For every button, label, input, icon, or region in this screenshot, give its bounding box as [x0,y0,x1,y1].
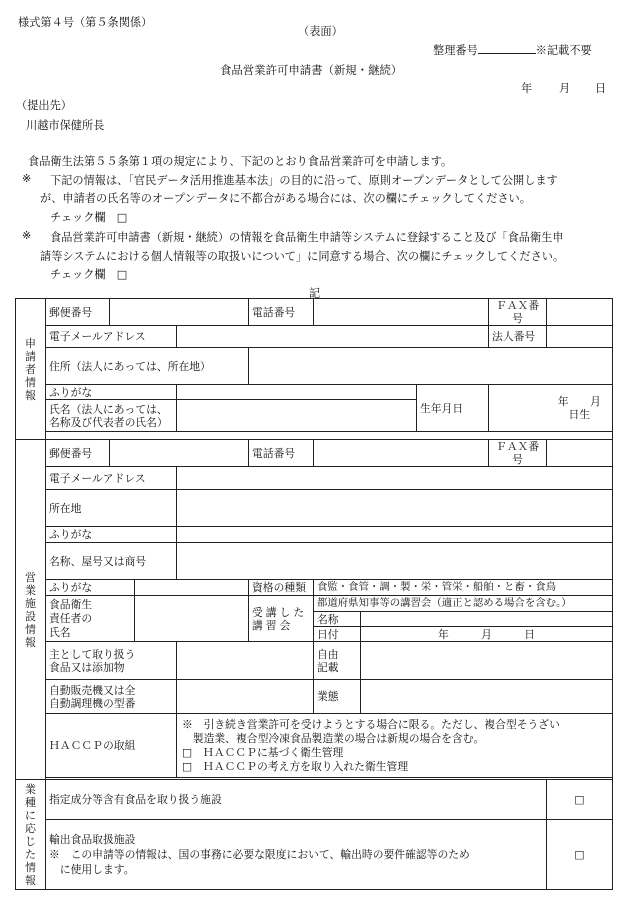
manager-name-label: 食品衛生 責任者の 氏名 [46,596,135,642]
export-note: ※ この申請等の情報は、国の事務に必要な限度において、輸出時の要件確認等のため に使用します。 [49,848,470,876]
applicant-birth-pad [489,385,547,432]
course-date-label: 日付 [314,627,361,642]
ki-label: 記 [309,287,321,300]
free-entry-field[interactable] [361,642,613,680]
applicant-postal-field[interactable] [110,299,249,326]
haccp-options [177,714,613,778]
applicant-section-label [16,299,46,440]
vertical-section-text: 申請者情報 [25,336,36,402]
applicant-address-field[interactable] [249,348,613,385]
export-cell [46,820,547,890]
applicant-fax-field[interactable] [547,299,613,326]
applicant-furigana-label: ふりがな [46,385,177,400]
free-entry-label: 自由 記載 [314,642,361,680]
facility-postal-field[interactable] [110,440,249,467]
course-org: 都道府県知事等の講習会（適正と認める場合を含む。） [314,596,613,612]
date-year: 年 [521,82,533,95]
vertical-section-text: 業種に応じた情報 [25,782,36,887]
applicant-birth-field[interactable]: 年 月 日生 [547,385,613,432]
recipient-name: 川越市保健所長 [26,119,105,132]
applicant-furigana-field[interactable] [177,385,417,400]
applicant-address-label: 住所（法人にあっては、所在地） [46,348,249,385]
facility-furigana-field[interactable] [177,527,613,543]
note1-line2: が、申請者の氏名等のオープンデータに不都合がある場合には、次の欄にチェックしてください。 [40,192,531,205]
qualification-options[interactable]: 食監・食管・調・製・栄・管栄・船舶・と畜・食鳥 [314,580,613,596]
applicant-corpno-field[interactable] [547,326,613,348]
page-title: 食品営業許可申請書（新規・継続） [220,63,403,77]
applicant-corpno-label: 法人番号 [489,326,547,348]
facility-name-label: 名称、屋号又は商号 [46,543,177,580]
ref-blank [478,42,536,54]
course-name-label: 名称 [314,612,361,627]
facility-name-field[interactable] [177,543,613,580]
course-label: 受講した 講習会 [249,596,314,642]
haccp-option-1[interactable]: □ ＨＡＣＣＰに基づく衛生管理 [182,745,344,759]
applicant-email-label: 電子メールアドレス [46,326,177,348]
facility-email-label: 電子メールアドレス [46,467,177,490]
applicant-name-label: 氏名（法人にあっては、 名称及び代表者の氏名） [46,400,177,432]
facility-fax-label: ＦＡＸ番号 [489,440,547,467]
check2-field[interactable]: チェック欄 □ [50,268,128,281]
vertical-section-text: 営業施設情報 [25,570,36,649]
facility-email-field[interactable] [177,467,613,490]
vending-label: 自動販売機又は全 自動調理機の型番 [46,680,177,714]
facility-section-label [16,440,46,780]
course-name-field[interactable] [361,612,613,627]
export-checkbox[interactable]: □ [547,820,613,890]
check1-field[interactable]: チェック欄 □ [50,211,128,224]
manager-name-field[interactable] [135,596,249,642]
facility-phone-label: 電話番号 [249,440,314,467]
ref-note: ※記載不要 [535,44,592,57]
food-label: 主として取り扱う 食品又は添加物 [46,642,177,680]
food-field[interactable] [177,642,314,680]
applicant-name-field[interactable] [177,400,417,432]
note2-mark: ※ [22,229,32,242]
recipient-label: （提出先） [16,99,72,112]
date-day: 日 [595,82,607,95]
business-type-field[interactable] [361,680,613,714]
haccp-label: ＨＡＣＣＰの取組 [46,714,177,778]
applicant-phone-field[interactable] [314,299,489,326]
note2-line2: 請等システムにおける個人情報等の取扱いについて」に同意する場合、次の欄にチェックしてください。 [40,250,565,263]
date-month: 月 [559,82,571,95]
qualification-type-label: 資格の種類 [249,580,314,596]
applicant-birth-label: 生年月日 [417,385,489,432]
note1-mark: ※ [22,172,32,185]
facility-furigana-label: ふりがな [46,527,177,543]
applicant-phone-label: 電話番号 [249,299,314,326]
manager-furigana-label: ふりがな [46,580,135,596]
facility-location-label: 所在地 [46,490,177,527]
facility-phone-field[interactable] [314,440,489,467]
export-label: 輸出食品取扱施設 [49,833,136,846]
application-form-table [15,298,623,890]
applicant-email-field[interactable] [177,326,489,348]
designated-label: 指定成分等含有食品を取り扱う施設 [46,780,547,820]
ref-label: 整理番号 [433,44,478,57]
applicant-spacer [46,432,613,440]
industry-section-label [16,780,46,890]
business-type-label: 業態 [314,680,361,714]
haccp-option-2[interactable]: □ ＨＡＣＣＰの考え方を取り入れた衛生管理 [182,759,409,773]
form-number: 様式第４号（第５条関係） [18,16,153,29]
applicant-fax-label: ＦＡＸ番号 [489,299,547,326]
applicant-postal-label: 郵便番号 [46,299,110,326]
facility-postal-label: 郵便番号 [46,440,110,467]
side-label: （表面） [298,25,343,38]
designated-checkbox[interactable]: □ [547,780,613,820]
intro-statement: 食品衛生法第５５条第１項の規定により、下記のとおり食品営業許可を申請します。 [28,155,453,168]
course-date-field[interactable]: 年 月 日 [361,627,613,642]
facility-fax-field[interactable] [547,440,613,467]
facility-location-field[interactable] [177,490,613,527]
haccp-note: ※ 引き続き営業許可を受けようとする場合に限る。ただし、複合型そうざい 製造業、複合型冷凍食品製造業の場合は新規の場合を含む。 [182,717,560,745]
manager-furigana-field[interactable] [135,580,249,596]
ref-number [433,42,592,58]
vending-field[interactable] [177,680,314,714]
note2-line1: 食品営業許可申請書（新規・継続）の情報を食品衛生申請等システムに登録すること及び「食品衛生申 [50,231,564,244]
note1-line1: 下記の情報は、「官民データ活用推進基本法」の目的に沿って、原則オープンデータとして公開します [50,174,558,187]
